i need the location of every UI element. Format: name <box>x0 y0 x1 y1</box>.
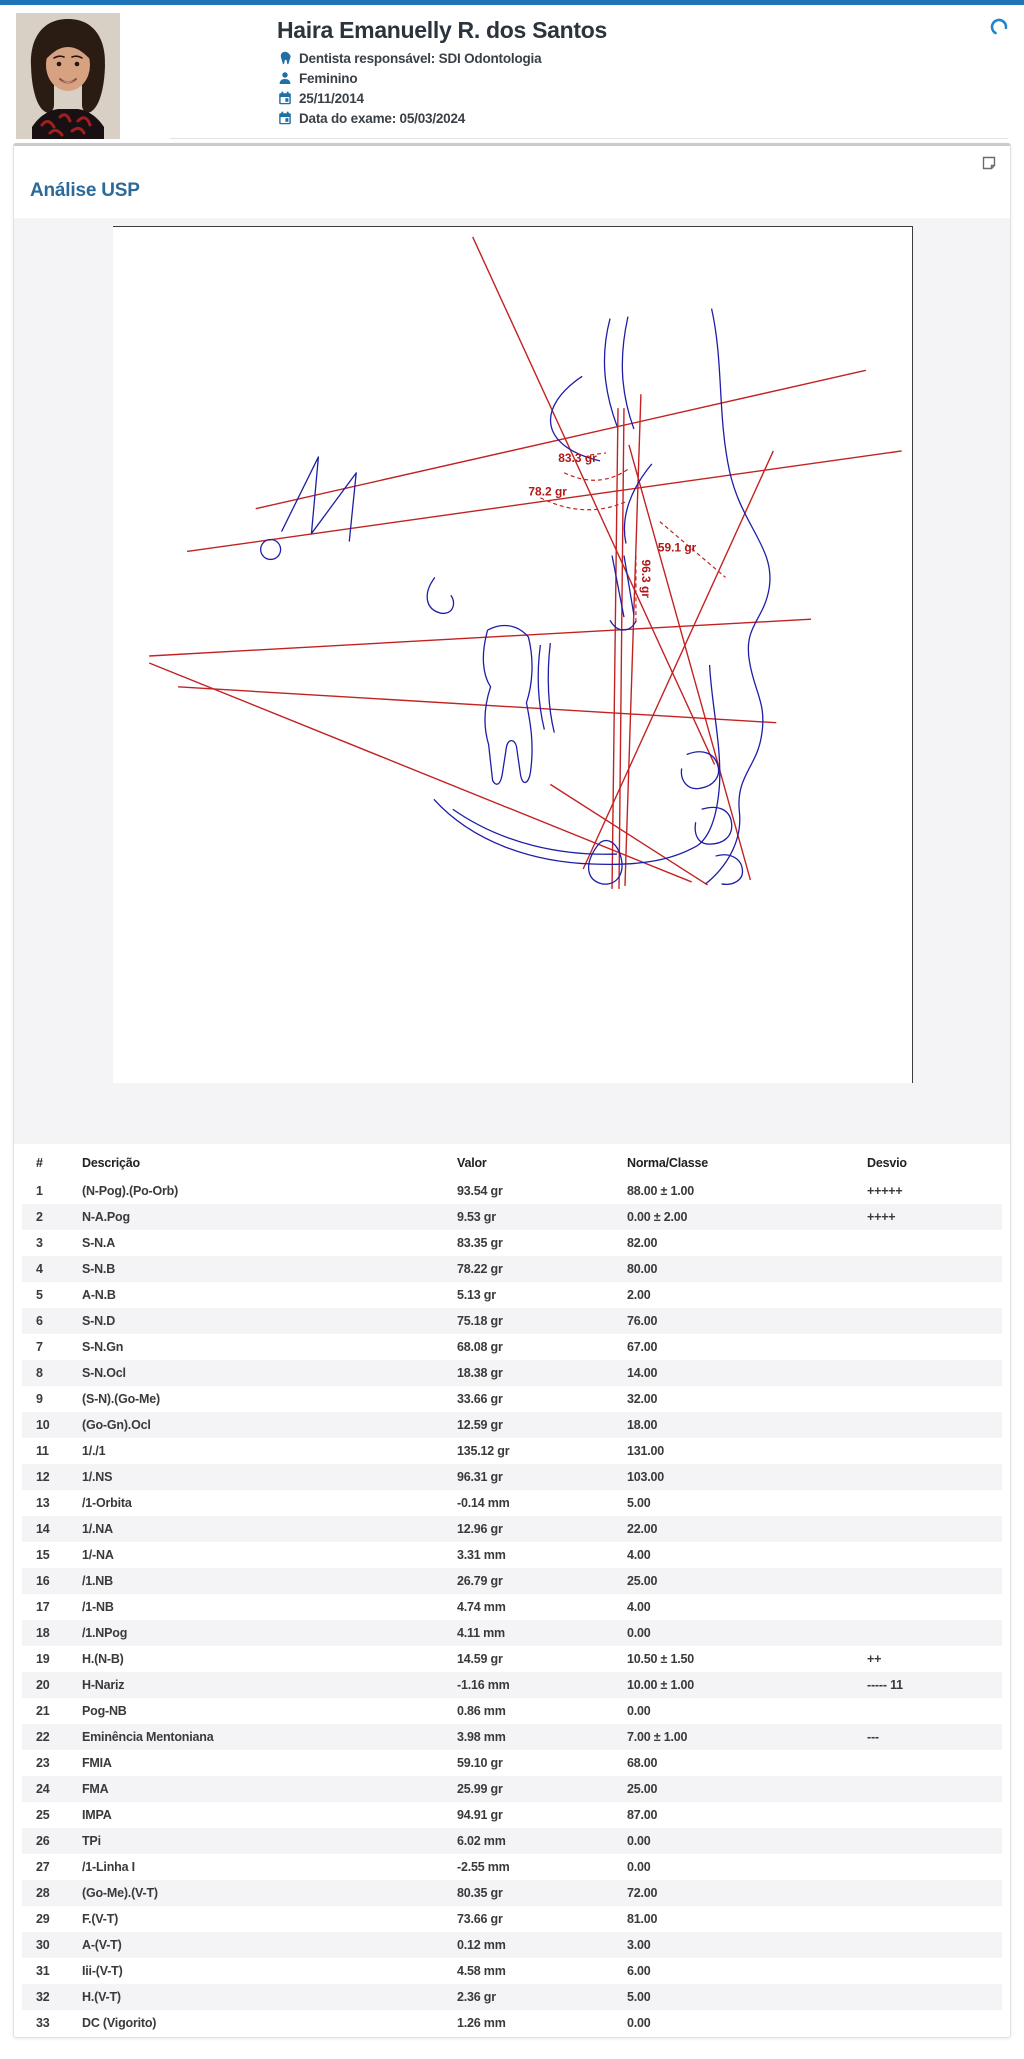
deviation-cell <box>867 1542 1002 1568</box>
norm-cell: 76.00 <box>627 1314 658 1328</box>
deviation-cell <box>867 1230 1002 1256</box>
table-row <box>22 1282 1002 1308</box>
detail-gender <box>277 68 607 88</box>
norm-cell: 2.00 <box>627 1288 651 1302</box>
description-cell: IMPA <box>82 1808 112 1822</box>
deviation-cell <box>867 1438 1002 1464</box>
value-cell: 4.74 mm <box>457 1600 506 1614</box>
value-cell: 14.59 gr <box>457 1652 503 1666</box>
norm-cell: 87.00 <box>627 1808 658 1822</box>
table-row <box>22 1906 1002 1932</box>
description-cell: /1-Linha I <box>82 1860 135 1874</box>
description-cell: 1/.NS <box>82 1470 113 1484</box>
deviation-cell <box>867 1750 1002 1776</box>
table-row <box>22 1646 1002 1672</box>
norm-cell: 88.00 ± 1.00 <box>627 1184 695 1198</box>
value-cell: 94.91 gr <box>457 1808 503 1822</box>
table-row <box>22 1802 1002 1828</box>
description-cell: /1.NB <box>82 1574 113 1588</box>
row-number-cell: 30 <box>36 1938 50 1952</box>
detail-label: 25/11/2014 <box>299 90 364 106</box>
norm-cell: 5.00 <box>627 1990 651 2004</box>
row-number-cell: 16 <box>36 1574 50 1588</box>
row-number-cell: 14 <box>36 1522 50 1536</box>
deviation-cell: ----- 11 <box>867 1678 903 1692</box>
value-cell: 2.36 gr <box>457 1990 496 2004</box>
value-cell: 75.18 gr <box>457 1314 503 1328</box>
table-row <box>22 1178 1002 1204</box>
description-cell: Eminência Mentoniana <box>82 1730 214 1744</box>
table-row <box>22 1854 1002 1880</box>
row-number-cell: 12 <box>36 1470 50 1484</box>
row-number-cell: 27 <box>36 1860 50 1874</box>
description-cell: /1-Orbita <box>82 1496 132 1510</box>
header-divider <box>170 138 1008 139</box>
red-analysis-lines <box>149 237 901 889</box>
row-number-cell: 2 <box>36 1210 43 1224</box>
person-icon <box>277 71 292 86</box>
norm-cell: 80.00 <box>627 1262 658 1276</box>
norm-cell: 22.00 <box>627 1522 658 1536</box>
description-cell: FMA <box>82 1782 109 1796</box>
table-row <box>22 1308 1002 1334</box>
report-card <box>13 143 1011 2038</box>
description-cell: TPi <box>82 1834 101 1848</box>
description-cell: A-(V-T) <box>82 1938 122 1952</box>
value-cell: 0.12 mm <box>457 1938 506 1952</box>
deviation-cell <box>867 1906 1002 1932</box>
norm-cell: 67.00 <box>627 1340 658 1354</box>
results-table <box>22 1148 1002 2036</box>
table-row <box>22 1464 1002 1490</box>
column-header-number: # <box>36 1156 43 1170</box>
table-row <box>22 1568 1002 1594</box>
table-row <box>22 2010 1002 2036</box>
description-cell: 1/-NA <box>82 1548 114 1562</box>
cephalometric-tracing <box>113 226 913 1083</box>
norm-cell: 0.00 <box>627 1834 651 1848</box>
table-row <box>22 1412 1002 1438</box>
deviation-cell <box>867 1490 1002 1516</box>
row-number-cell: 29 <box>36 1912 50 1926</box>
table-row <box>22 1672 1002 1698</box>
description-cell: Pog-NB <box>82 1704 127 1718</box>
deviation-cell <box>867 1412 1002 1438</box>
row-number-cell: 23 <box>36 1756 50 1770</box>
calendar-icon <box>277 111 292 126</box>
row-number-cell: 20 <box>36 1678 50 1692</box>
angle-labels <box>528 451 696 598</box>
norm-cell: 6.00 <box>627 1964 651 1978</box>
note-icon[interactable] <box>981 155 997 171</box>
deviation-cell: ++++ <box>867 1210 896 1224</box>
norm-cell: 0.00 ± 2.00 <box>627 1210 688 1224</box>
row-number-cell: 10 <box>36 1418 50 1432</box>
row-number-cell: 26 <box>36 1834 50 1848</box>
value-cell: 73.66 gr <box>457 1912 503 1926</box>
deviation-cell <box>867 1854 1002 1880</box>
deviation-cell <box>867 1568 1002 1594</box>
value-cell: 96.31 gr <box>457 1470 503 1484</box>
table-row <box>22 1932 1002 1958</box>
description-cell: /1.NPog <box>82 1626 128 1640</box>
deviation-cell <box>867 1932 1002 1958</box>
description-cell: H.(N-B) <box>82 1652 124 1666</box>
norm-cell: 131.00 <box>627 1444 665 1458</box>
deviation-cell <box>867 1776 1002 1802</box>
description-cell: S-N.D <box>82 1314 116 1328</box>
description-cell: (N-Pog).(Po-Orb) <box>82 1184 179 1198</box>
norm-cell: 4.00 <box>627 1548 651 1562</box>
norm-cell: 0.00 <box>627 2016 651 2030</box>
row-number-cell: 21 <box>36 1704 50 1718</box>
deviation-cell: --- <box>867 1730 879 1744</box>
description-cell: 1/./1 <box>82 1444 106 1458</box>
table-row <box>22 1438 1002 1464</box>
patient-photo-illustration <box>16 13 120 139</box>
norm-cell: 7.00 ± 1.00 <box>627 1730 688 1744</box>
description-cell: DC (Vigorito) <box>82 2016 157 2030</box>
chart-panel <box>14 218 1010 1144</box>
table-row <box>22 1828 1002 1854</box>
column-header-deviation: Desvio <box>867 1156 907 1170</box>
angle-label: 59.1 gr <box>657 540 697 555</box>
norm-cell: 25.00 <box>627 1782 658 1796</box>
results-table-wrap <box>14 1144 1010 2036</box>
column-header-value: Valor <box>457 1156 487 1170</box>
detail-label: Feminino <box>299 70 358 86</box>
value-cell: -1.16 mm <box>457 1678 510 1692</box>
table-row <box>22 1594 1002 1620</box>
deviation-cell: ++ <box>867 1652 882 1666</box>
row-number-cell: 17 <box>36 1600 50 1614</box>
description-cell: /1-NB <box>82 1600 114 1614</box>
value-cell: 59.10 gr <box>457 1756 503 1770</box>
table-row <box>22 1776 1002 1802</box>
table-row <box>22 1490 1002 1516</box>
angle-label: 83.3 gr <box>558 450 597 465</box>
row-number-cell: 32 <box>36 1990 50 2004</box>
value-cell: 25.99 gr <box>457 1782 503 1796</box>
deviation-cell <box>867 1620 1002 1646</box>
table-row <box>22 1360 1002 1386</box>
table-row <box>22 1750 1002 1776</box>
norm-cell: 3.00 <box>627 1938 651 1952</box>
row-number-cell: 15 <box>36 1548 50 1562</box>
value-cell: 12.59 gr <box>457 1418 503 1432</box>
section-title: Análise USP <box>30 180 140 201</box>
detail-dentist <box>277 48 607 68</box>
value-cell: 0.86 mm <box>457 1704 506 1718</box>
row-number-cell: 22 <box>36 1730 50 1744</box>
value-cell: 4.58 mm <box>457 1964 506 1978</box>
row-number-cell: 19 <box>36 1652 50 1666</box>
row-number-cell: 4 <box>36 1262 43 1276</box>
row-number-cell: 25 <box>36 1808 50 1822</box>
value-cell: 12.96 gr <box>457 1522 503 1536</box>
patient-header <box>0 5 1024 143</box>
table-row <box>22 1334 1002 1360</box>
deviation-cell <box>867 1516 1002 1542</box>
norm-cell: 14.00 <box>627 1366 658 1380</box>
value-cell: 3.98 mm <box>457 1730 506 1744</box>
description-cell: F.(V-T) <box>82 1912 119 1926</box>
detail-birthdate <box>277 88 607 108</box>
value-cell: 33.66 gr <box>457 1392 503 1406</box>
row-number-cell: 11 <box>36 1444 49 1458</box>
table-header-row <box>22 1148 1002 1178</box>
value-cell: 1.26 mm <box>457 2016 506 2030</box>
norm-cell: 0.00 <box>627 1860 651 1874</box>
value-cell: 83.35 gr <box>457 1236 503 1250</box>
detail-label: Data do exame: 05/03/2024 <box>299 110 466 126</box>
table-row <box>22 1984 1002 2010</box>
row-number-cell: 6 <box>36 1314 43 1328</box>
deviation-cell <box>867 1386 1002 1412</box>
table-row <box>22 1620 1002 1646</box>
row-number-cell: 33 <box>36 2016 50 2030</box>
value-cell: 6.02 mm <box>457 1834 506 1848</box>
row-number-cell: 1 <box>36 1184 43 1198</box>
value-cell: 5.13 gr <box>457 1288 496 1302</box>
row-number-cell: 24 <box>36 1782 50 1796</box>
value-cell: 26.79 gr <box>457 1574 503 1588</box>
deviation-cell <box>867 1594 1002 1620</box>
value-cell: 3.31 mm <box>457 1548 506 1562</box>
norm-cell: 10.50 ± 1.50 <box>627 1652 695 1666</box>
table-row <box>22 1230 1002 1256</box>
description-cell: H.(V-T) <box>82 1990 121 2004</box>
detail-label: Dentista responsável: SDI Odontologia <box>299 50 542 66</box>
deviation-cell <box>867 1334 1002 1360</box>
row-number-cell: 9 <box>36 1392 43 1406</box>
deviation-cell <box>867 1698 1002 1724</box>
norm-cell: 103.00 <box>627 1470 665 1484</box>
description-cell: (Go-Me).(V-T) <box>82 1886 158 1900</box>
deviation-cell <box>867 1958 1002 1984</box>
table-row <box>22 1256 1002 1282</box>
angle-label: 78.2 gr <box>528 484 567 499</box>
deviation-cell <box>867 1308 1002 1334</box>
description-cell: (S-N).(Go-Me) <box>82 1392 160 1406</box>
description-cell: N-A.Pog <box>82 1210 130 1224</box>
deviation-cell <box>867 1464 1002 1490</box>
table-row <box>22 1698 1002 1724</box>
patient-photo <box>16 13 120 139</box>
description-cell: A-N.B <box>82 1288 116 1302</box>
deviation-cell: +++++ <box>867 1184 903 1198</box>
description-cell: FMIA <box>82 1756 112 1770</box>
value-cell: -0.14 mm <box>457 1496 510 1510</box>
value-cell: 68.08 gr <box>457 1340 503 1354</box>
description-cell: (Go-Gn).Ocl <box>82 1418 151 1432</box>
deviation-cell <box>867 1802 1002 1828</box>
tracing-svg <box>113 227 912 1083</box>
norm-cell: 5.00 <box>627 1496 651 1510</box>
row-number-cell: 3 <box>36 1236 43 1250</box>
norm-cell: 25.00 <box>627 1574 658 1588</box>
norm-cell: 0.00 <box>627 1704 651 1718</box>
deviation-cell <box>867 1256 1002 1282</box>
description-cell: Iii-(V-T) <box>82 1964 123 1978</box>
table-row <box>22 1958 1002 1984</box>
table-row <box>22 1516 1002 1542</box>
norm-cell: 81.00 <box>627 1912 658 1926</box>
norm-cell: 0.00 <box>627 1626 651 1640</box>
table-row <box>22 1386 1002 1412</box>
deviation-cell <box>867 1828 1002 1854</box>
deviation-cell <box>867 1984 1002 2010</box>
red-dashed-marks <box>540 450 725 623</box>
norm-cell: 68.00 <box>627 1756 658 1770</box>
row-number-cell: 7 <box>36 1340 43 1354</box>
row-number-cell: 31 <box>36 1964 50 1978</box>
description-cell: S-N.A <box>82 1236 116 1250</box>
value-cell: 18.38 gr <box>457 1366 503 1380</box>
value-cell: 78.22 gr <box>457 1262 503 1276</box>
deviation-cell <box>867 1282 1002 1308</box>
norm-cell: 4.00 <box>627 1600 651 1614</box>
description-cell: H-Nariz <box>82 1678 125 1692</box>
row-number-cell: 18 <box>36 1626 50 1640</box>
value-cell: 4.11 mm <box>457 1626 505 1640</box>
results-table-body <box>22 1178 1002 2036</box>
norm-cell: 18.00 <box>627 1418 658 1432</box>
table-row <box>22 1880 1002 1906</box>
value-cell: 9.53 gr <box>457 1210 496 1224</box>
value-cell: 80.35 gr <box>457 1886 503 1900</box>
description-cell: 1/.NA <box>82 1522 113 1536</box>
norm-cell: 10.00 ± 1.00 <box>627 1678 695 1692</box>
description-cell: S-N.B <box>82 1262 116 1276</box>
value-cell: 135.12 gr <box>457 1444 510 1458</box>
description-cell: S-N.Gn <box>82 1340 124 1354</box>
angle-label: 96.3 gr <box>638 559 653 598</box>
norm-cell: 82.00 <box>627 1236 658 1250</box>
calendar-icon <box>277 91 292 106</box>
table-row <box>22 1204 1002 1230</box>
deviation-cell <box>867 1360 1002 1386</box>
norm-cell: 32.00 <box>627 1392 658 1406</box>
value-cell: 93.54 gr <box>457 1184 503 1198</box>
value-cell: -2.55 mm <box>457 1860 510 1874</box>
blue-anatomy-tracing <box>261 309 770 885</box>
row-number-cell: 13 <box>36 1496 50 1510</box>
deviation-cell <box>867 1880 1002 1906</box>
table-row <box>22 1542 1002 1568</box>
norm-cell: 72.00 <box>627 1886 658 1900</box>
row-number-cell: 28 <box>36 1886 50 1900</box>
loading-spinner-icon[interactable] <box>989 17 1009 37</box>
deviation-cell <box>867 2010 1002 2036</box>
row-number-cell: 8 <box>36 1366 43 1380</box>
table-row <box>22 1724 1002 1750</box>
detail-exam-date <box>277 108 607 128</box>
patient-name: Haira Emanuelly R. dos Santos <box>277 17 608 43</box>
row-number-cell: 5 <box>36 1288 43 1302</box>
column-header-description: Descrição <box>82 1156 140 1170</box>
description-cell: S-N.Ocl <box>82 1366 126 1380</box>
column-header-norm: Norma/Classe <box>627 1156 708 1170</box>
tooth-icon <box>277 51 292 66</box>
